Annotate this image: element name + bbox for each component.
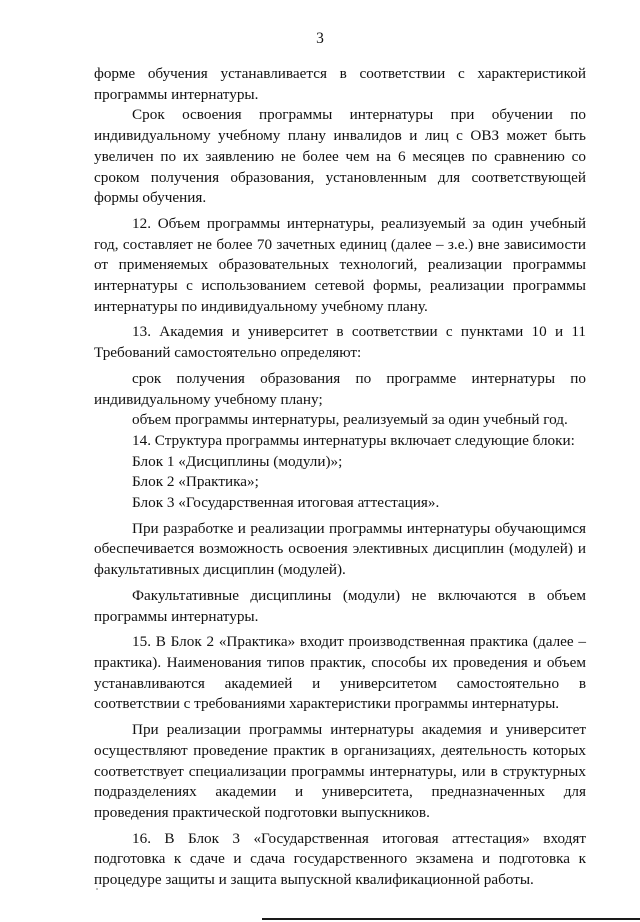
scan-artifact	[96, 888, 98, 890]
paragraph-practice-organizations: При реализации программы интернатуры академия и университет осуществляют проведение практик в организациях, деятельность которых соответствует специализации программы интернатуры, или в структурных подразделениях академии и университета, предназначенных для проведения практической подготовки выпускников.	[94, 721, 586, 821]
scan-edge-line	[262, 918, 640, 920]
paragraph-optional-disciplines: Факультативные дисциплины (модули) не включаются в объем программы интернатуры.	[94, 586, 586, 625]
paragraph-elective-disciplines: При разработке и реализации программы интернатуры обучающимся обеспечивается возможность освоения элективных дисциплин (модулей) и факультативных дисциплин (модулей).	[94, 519, 586, 579]
paragraph-study-period: Срок освоения программы интернатуры при обучении по индивидуальному учебному плану инвалидов и лиц с ОВЗ может быть увеличен по их заявлению не более чем на 6 месяцев по сравнению со сроком получения образования, установленным для соответствующей формы обучения.	[94, 106, 586, 207]
paragraph-item-13: 13. Академия и университет в соответствии с пунктами 10 и 11 Требований самостоятельно определяют:	[94, 323, 586, 362]
list-item-study-term: срок получения образования по программе интернатуры по индивидуальному учебному плану;	[94, 369, 586, 408]
block-3-item: Блок 3 «Государственная итоговая аттестация».	[132, 494, 440, 512]
page-number: 3	[316, 30, 324, 47]
document-body	[94, 64, 586, 891]
paragraph-item-14: 14. Структура программы интернатуры включает следующие блоки:	[132, 431, 575, 449]
block-2-item: Блок 2 «Практика»;	[132, 473, 259, 491]
paragraph-continuation: форме обучения устанавливается в соответствии с характеристикой программы интернатуры.	[94, 65, 586, 103]
paragraph-item-16: 16. В Блок 3 «Государственная итоговая аттестация» входят подготовка к сдаче и сдача государственного экзамена и подготовка к процедуре защиты и защита выпускной квалификационной работы.	[94, 829, 586, 889]
list-item-program-volume: объем программы интернатуры, реализуемый за один учебный год.	[132, 411, 568, 429]
paragraph-item-12: 12. Объем программы интернатуры, реализуемый за один учебный год, составляет не более 70 зачетных единиц (далее – з.е.) вне зависимости от применяемых образовательных технологий, реализации программы интернатуры с использованием сетевой формы, реализации программы интернатуры по индивидуальному учебному плану.	[94, 214, 586, 315]
block-1-item: Блок 1 «Дисциплины (модули)»;	[132, 452, 343, 470]
paragraph-item-15: 15. В Блок 2 «Практика» входит производственная практика (далее – практика). Наименования типов практик, способы их проведения и объем устанавливаются академией и университетом самостоятельно в соответствии с требованиями характеристики программы интернатуры.	[94, 633, 586, 713]
